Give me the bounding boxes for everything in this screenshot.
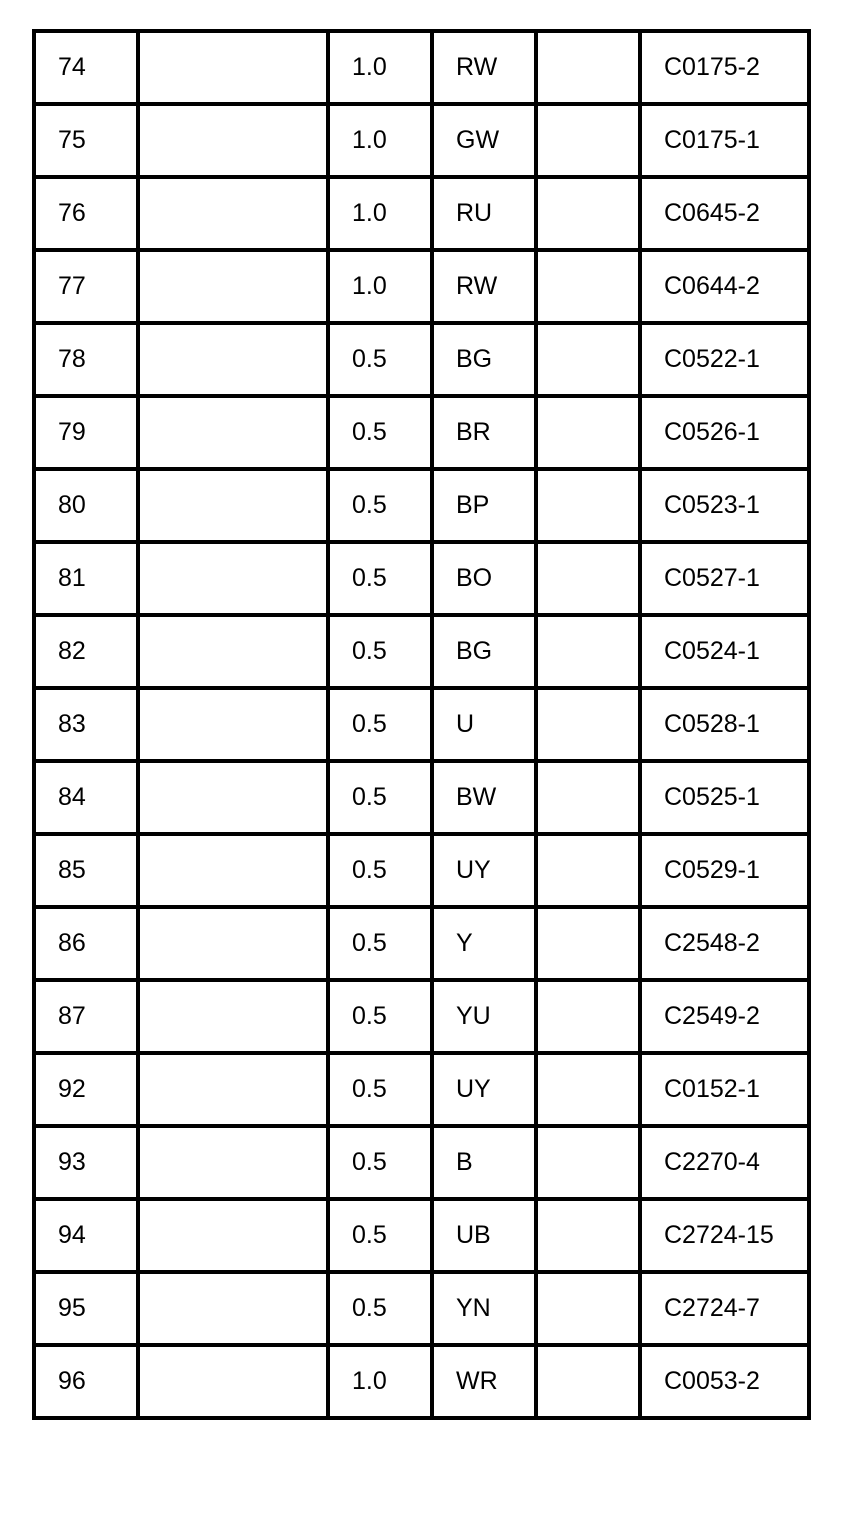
blank-cell <box>138 761 328 834</box>
wire-color-cell: UB <box>432 1199 536 1272</box>
table-row <box>34 834 809 907</box>
circuit-code-cell: C2270-4 <box>640 1126 809 1199</box>
wire-size-cell: 0.5 <box>328 615 432 688</box>
wire-color-cell: B <box>432 1126 536 1199</box>
table-row <box>34 761 809 834</box>
table-row <box>34 1345 809 1418</box>
wire-size-cell: 0.5 <box>328 1272 432 1345</box>
table-row <box>34 250 809 323</box>
table-row <box>34 615 809 688</box>
blank-cell <box>138 1126 328 1199</box>
wire-color-cell: BW <box>432 761 536 834</box>
circuit-code-cell: C0053-2 <box>640 1345 809 1418</box>
table-row <box>34 980 809 1053</box>
blank-cell <box>138 31 328 104</box>
wire-color-cell: RW <box>432 31 536 104</box>
wire-size-cell: 0.5 <box>328 761 432 834</box>
wire-color-cell: GW <box>432 104 536 177</box>
table-row <box>34 396 809 469</box>
circuit-code-cell: C2724-7 <box>640 1272 809 1345</box>
empty-cell <box>536 615 640 688</box>
blank-cell <box>138 469 328 542</box>
row-number-cell: 94 <box>34 1199 138 1272</box>
empty-cell <box>536 31 640 104</box>
wire-size-cell: 0.5 <box>328 980 432 1053</box>
wire-size-cell: 0.5 <box>328 907 432 980</box>
empty-cell <box>536 761 640 834</box>
blank-cell <box>138 980 328 1053</box>
wire-color-cell: UY <box>432 1053 536 1126</box>
blank-cell <box>138 1345 328 1418</box>
wire-color-cell: Y <box>432 907 536 980</box>
row-number-cell: 84 <box>34 761 138 834</box>
circuit-code-cell: C0645-2 <box>640 177 809 250</box>
empty-cell <box>536 1199 640 1272</box>
empty-cell <box>536 469 640 542</box>
row-number-cell: 87 <box>34 980 138 1053</box>
blank-cell <box>138 1199 328 1272</box>
wire-color-cell: YN <box>432 1272 536 1345</box>
circuit-code-cell: C0524-1 <box>640 615 809 688</box>
table-row <box>34 1272 809 1345</box>
wire-size-cell: 1.0 <box>328 1345 432 1418</box>
wire-size-cell: 0.5 <box>328 542 432 615</box>
row-number-cell: 78 <box>34 323 138 396</box>
table-row <box>34 907 809 980</box>
circuit-code-cell: C0644-2 <box>640 250 809 323</box>
wire-size-cell: 0.5 <box>328 1199 432 1272</box>
table-row <box>34 177 809 250</box>
table-row <box>34 688 809 761</box>
wire-size-cell: 1.0 <box>328 104 432 177</box>
row-number-cell: 96 <box>34 1345 138 1418</box>
blank-cell <box>138 907 328 980</box>
blank-cell <box>138 177 328 250</box>
empty-cell <box>536 1126 640 1199</box>
table-row <box>34 1126 809 1199</box>
circuit-code-cell: C0522-1 <box>640 323 809 396</box>
wire-size-cell: 0.5 <box>328 469 432 542</box>
wire-color-cell: BO <box>432 542 536 615</box>
circuit-code-cell: C0527-1 <box>640 542 809 615</box>
empty-cell <box>536 834 640 907</box>
wire-color-cell: BG <box>432 323 536 396</box>
table-row <box>34 323 809 396</box>
row-number-cell: 85 <box>34 834 138 907</box>
wire-size-cell: 0.5 <box>328 1053 432 1126</box>
wire-size-cell: 0.5 <box>328 1126 432 1199</box>
empty-cell <box>536 250 640 323</box>
wire-size-cell: 1.0 <box>328 250 432 323</box>
row-number-cell: 80 <box>34 469 138 542</box>
table-row <box>34 104 809 177</box>
wire-size-cell: 0.5 <box>328 688 432 761</box>
empty-cell <box>536 1345 640 1418</box>
row-number-cell: 81 <box>34 542 138 615</box>
empty-cell <box>536 104 640 177</box>
empty-cell <box>536 396 640 469</box>
wire-color-cell: RU <box>432 177 536 250</box>
wire-color-cell: WR <box>432 1345 536 1418</box>
row-number-cell: 83 <box>34 688 138 761</box>
empty-cell <box>536 542 640 615</box>
blank-cell <box>138 542 328 615</box>
empty-cell <box>536 323 640 396</box>
empty-cell <box>536 1053 640 1126</box>
row-number-cell: 92 <box>34 1053 138 1126</box>
wire-table-body <box>34 31 809 1418</box>
empty-cell <box>536 1272 640 1345</box>
circuit-code-cell: C0152-1 <box>640 1053 809 1126</box>
empty-cell <box>536 177 640 250</box>
wire-table <box>32 29 811 1420</box>
wire-color-cell: U <box>432 688 536 761</box>
circuit-code-cell: C0175-2 <box>640 31 809 104</box>
table-row <box>34 1053 809 1126</box>
row-number-cell: 77 <box>34 250 138 323</box>
blank-cell <box>138 396 328 469</box>
wire-size-cell: 0.5 <box>328 396 432 469</box>
blank-cell <box>138 250 328 323</box>
circuit-code-cell: C0526-1 <box>640 396 809 469</box>
row-number-cell: 86 <box>34 907 138 980</box>
wire-color-cell: RW <box>432 250 536 323</box>
wire-color-cell: YU <box>432 980 536 1053</box>
wire-size-cell: 0.5 <box>328 323 432 396</box>
row-number-cell: 79 <box>34 396 138 469</box>
circuit-code-cell: C2549-2 <box>640 980 809 1053</box>
blank-cell <box>138 615 328 688</box>
circuit-code-cell: C0528-1 <box>640 688 809 761</box>
blank-cell <box>138 1053 328 1126</box>
wire-color-cell: BG <box>432 615 536 688</box>
row-number-cell: 82 <box>34 615 138 688</box>
blank-cell <box>138 1272 328 1345</box>
wire-color-cell: BR <box>432 396 536 469</box>
table-row <box>34 1199 809 1272</box>
circuit-code-cell: C0529-1 <box>640 834 809 907</box>
circuit-code-cell: C0175-1 <box>640 104 809 177</box>
table-row <box>34 469 809 542</box>
wire-size-cell: 0.5 <box>328 834 432 907</box>
row-number-cell: 93 <box>34 1126 138 1199</box>
table-row <box>34 542 809 615</box>
blank-cell <box>138 323 328 396</box>
empty-cell <box>536 907 640 980</box>
circuit-code-cell: C0525-1 <box>640 761 809 834</box>
row-number-cell: 76 <box>34 177 138 250</box>
blank-cell <box>138 688 328 761</box>
wire-color-cell: UY <box>432 834 536 907</box>
circuit-code-cell: C2548-2 <box>640 907 809 980</box>
blank-cell <box>138 104 328 177</box>
table-row <box>34 31 809 104</box>
wire-color-cell: BP <box>432 469 536 542</box>
row-number-cell: 74 <box>34 31 138 104</box>
wire-size-cell: 1.0 <box>328 31 432 104</box>
blank-cell <box>138 834 328 907</box>
circuit-code-cell: C2724-15 <box>640 1199 809 1272</box>
wire-size-cell: 1.0 <box>328 177 432 250</box>
empty-cell <box>536 980 640 1053</box>
circuit-code-cell: C0523-1 <box>640 469 809 542</box>
empty-cell <box>536 688 640 761</box>
row-number-cell: 95 <box>34 1272 138 1345</box>
row-number-cell: 75 <box>34 104 138 177</box>
